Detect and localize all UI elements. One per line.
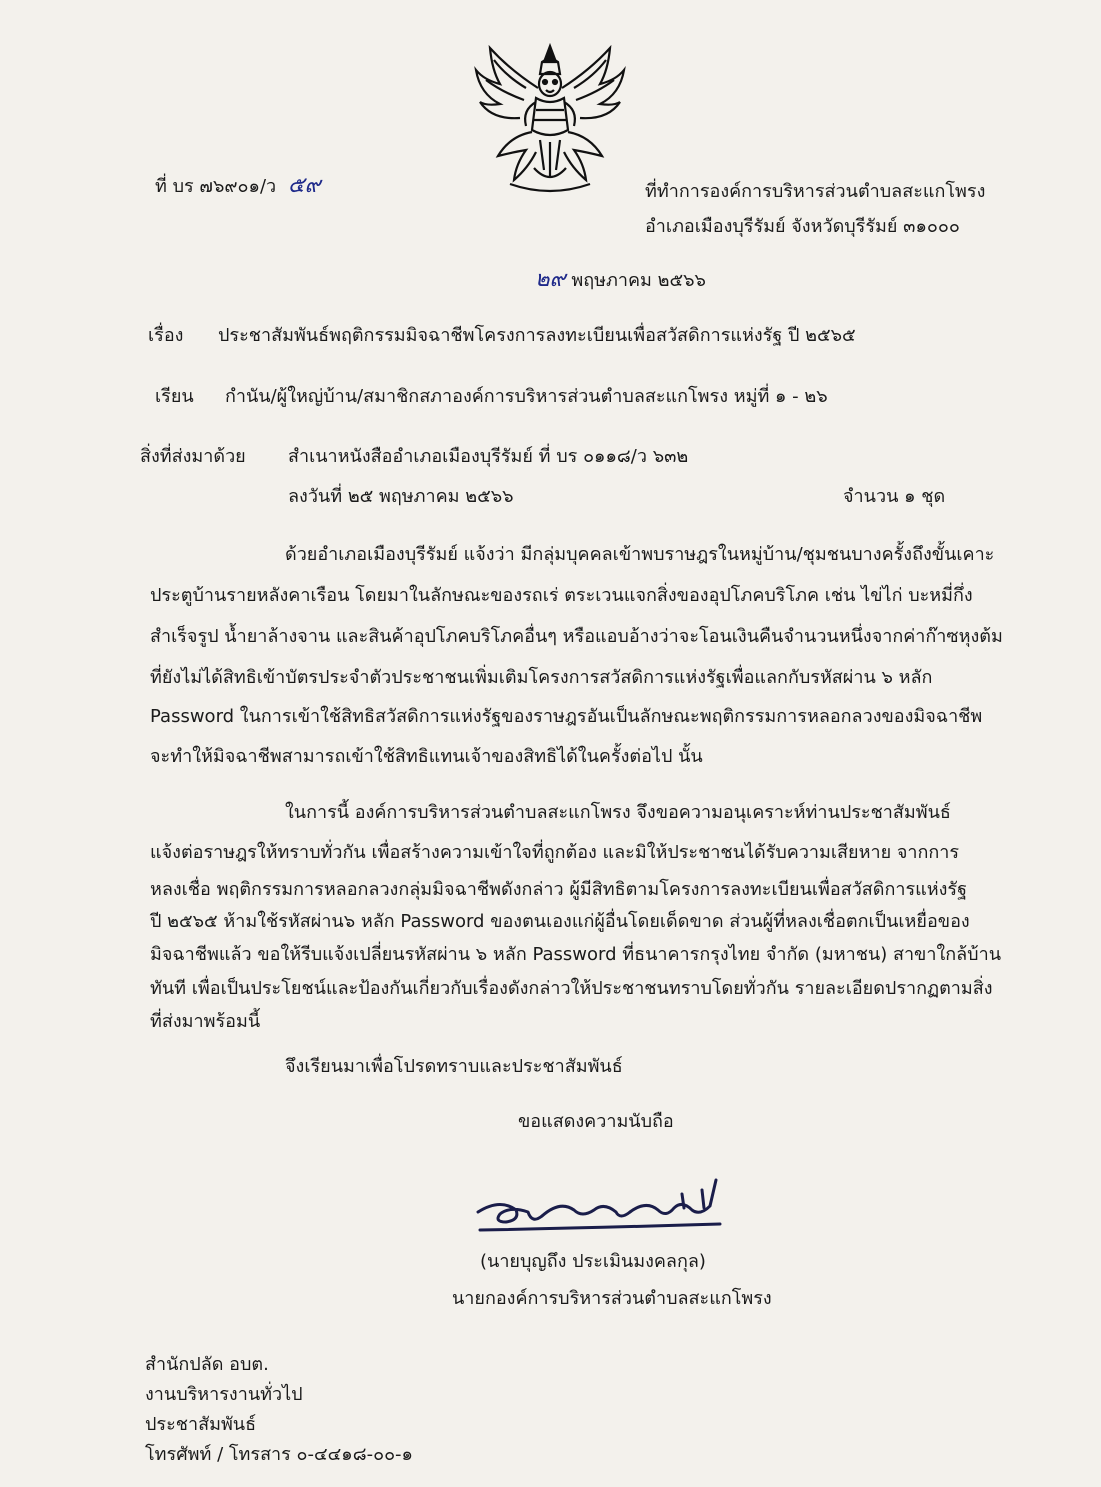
enclosure-line2: ลงวันที่ ๒๕ พฤษภาคม ๒๕๖๖: [288, 486, 514, 507]
signer-name: (นายบุญถึง ประเมินมงคลกุล): [480, 1251, 706, 1272]
signer-title: นายกองค์การบริหารส่วนตำบลสะแกโพรง: [452, 1288, 772, 1309]
signature-icon: [470, 1170, 750, 1240]
footer-unit: ประชาสัมพันธ์: [145, 1414, 257, 1435]
paragraph-2-line: หลงเชื่อ พฤติกรรมการหลอกลวงกลุ่มมิจฉาชีพดังกล่าว ผู้มีสิทธิตามโครงการลงทะเบียนเพื่อสวัสดิการแห่งรัฐ: [150, 879, 968, 900]
enclosure-line1: สำเนาหนังสืออำเภอเมืองบุรีรัมย์ ที่ บร ๐๑๑๘/ว ๖๓๒: [288, 446, 689, 467]
enclosure-count: จำนวน ๑ ชุด: [843, 486, 946, 507]
paragraph-2-line: ปี ๒๕๖๕ ห้ามใช้รหัสผ่าน๖ หลัก Password ของตนเองแก่ผู้อื่นโดยเด็ดขาด ส่วนผู้ที่หลงเชื่อตกเป็นเหยื่อของ: [150, 911, 970, 932]
paragraph-1-line: ด้วยอำเภอเมืองบุรีรัมย์ แจ้งว่า มีกลุ่มบุคคลเข้าพบราษฎรในหมู่บ้าน/ชุมชนบางครั้งถึงขั้นเคาะ: [285, 544, 995, 565]
paragraph-2-line: ทันที เพื่อเป็นประโยชน์และป้องกันเกี่ยวกับเรื่องดังกล่าวให้ประชาชนทราบโดยทั่วกัน รายละเอียดปรากฏตามสิ่ง: [150, 978, 993, 999]
footer-section: งานบริหารงานทั่วไป: [145, 1384, 303, 1405]
letter-date: [535, 268, 706, 293]
subject-text: ประชาสัมพันธ์พฤติกรรมมิจฉาชีพโครงการลงทะเบียนเพื่อสวัสดิการแห่งรัฐ ปี ๒๕๖๕: [218, 325, 856, 346]
paragraph-2-line: ที่ส่งมาพร้อมนี้: [150, 1011, 261, 1032]
office-address-line2: อำเภอเมืองบุรีรัมย์ จังหวัดบุรีรัมย์ ๓๑๐๐๐: [645, 216, 960, 237]
paragraph-2-line: ในการนี้ องค์การบริหารส่วนตำบลสะแกโพรง จึงขอความอนุเคราะห์ท่านประชาสัมพันธ์: [285, 802, 951, 823]
office-address-line1: ที่ทำการองค์การบริหารส่วนตำบลสะแกโพรง: [645, 181, 986, 202]
date-month-year: พฤษภาคม ๒๕๖๖: [571, 270, 706, 291]
closing-regards: ขอแสดงความนับถือ: [518, 1111, 674, 1132]
date-day-handwritten: ๒๙: [535, 267, 566, 292]
paragraph-2-line: มิจฉาชีพแล้ว ขอให้รีบแจ้งเปลี่ยนรหัสผ่าน ๖ หลัก Password ที่ธนาคารกรุงไทย จำกัด (มหาชน) สาขาใกล้บ้าน: [150, 944, 1002, 965]
footer-office: สำนักปลัด อบต.: [145, 1354, 269, 1375]
recipient-label: เรียน: [155, 386, 194, 407]
reference-prefix: ที่ บร ๗๖๙๐๑/ว: [155, 176, 277, 197]
paragraph-1-line: ประตูบ้านรายหลังคาเรือน โดยมาในลักษณะของรถเร่ ตระเวนแจกสิ่งของอุปโภคบริโภค เช่น ไข่ไก่ บะหมี่กึ่ง: [150, 585, 973, 606]
paragraph-1-line: สำเร็จรูป น้ำยาล้างจาน และสินค้าอุปโภคบริโภคอื่นๆ หรือแอบอ้างว่าจะโอนเงินคืนจำนวนหนึ่งจากค่าก๊าซหุงต้ม: [150, 626, 1003, 647]
recipient-text: กำนัน/ผู้ใหญ่บ้าน/สมาชิกสภาองค์การบริหารส่วนตำบลสะแกโพรง หมู่ที่ ๑ - ๒๖: [225, 386, 828, 407]
reference-handwritten: ๕๙: [287, 173, 321, 198]
subject-label: เรื่อง: [148, 325, 184, 346]
footer-phone: โทรศัพท์ / โทรสาร ๐-๔๔๑๘-๐๐-๑: [145, 1444, 413, 1465]
garuda-emblem-icon: [470, 40, 630, 200]
paragraph-1-line: Password ในการเข้าใช้สิทธิสวัสดิการแห่งรัฐของราษฎรอันเป็นลักษณะพฤติกรรมการหลอกลวงของมิจฉาชีพ: [150, 706, 983, 727]
reference-number: [155, 174, 321, 199]
paragraph-1-line: จะทำให้มิจฉาชีพสามารถเข้าใช้สิทธิแทนเจ้าของสิทธิได้ในครั้งต่อไป นั้น: [150, 746, 703, 767]
closing-request: จึงเรียนมาเพื่อโปรดทราบและประชาสัมพันธ์: [285, 1056, 623, 1077]
paragraph-2-line: แจ้งต่อราษฎรให้ทราบทั่วกัน เพื่อสร้างความเข้าใจที่ถูกต้อง และมิให้ประชาชนได้รับความเสียหาย จากการ: [150, 842, 960, 863]
enclosure-label: สิ่งที่ส่งมาด้วย: [140, 446, 246, 467]
paragraph-1-line: ที่ยังไม่ได้สิทธิเข้าบัตรประจำตัวประชาชนเพิ่มเติมโครงการสวัสดิการแห่งรัฐเพื่อแลกกับรหัสผ่าน ๖ หลัก: [150, 667, 933, 688]
